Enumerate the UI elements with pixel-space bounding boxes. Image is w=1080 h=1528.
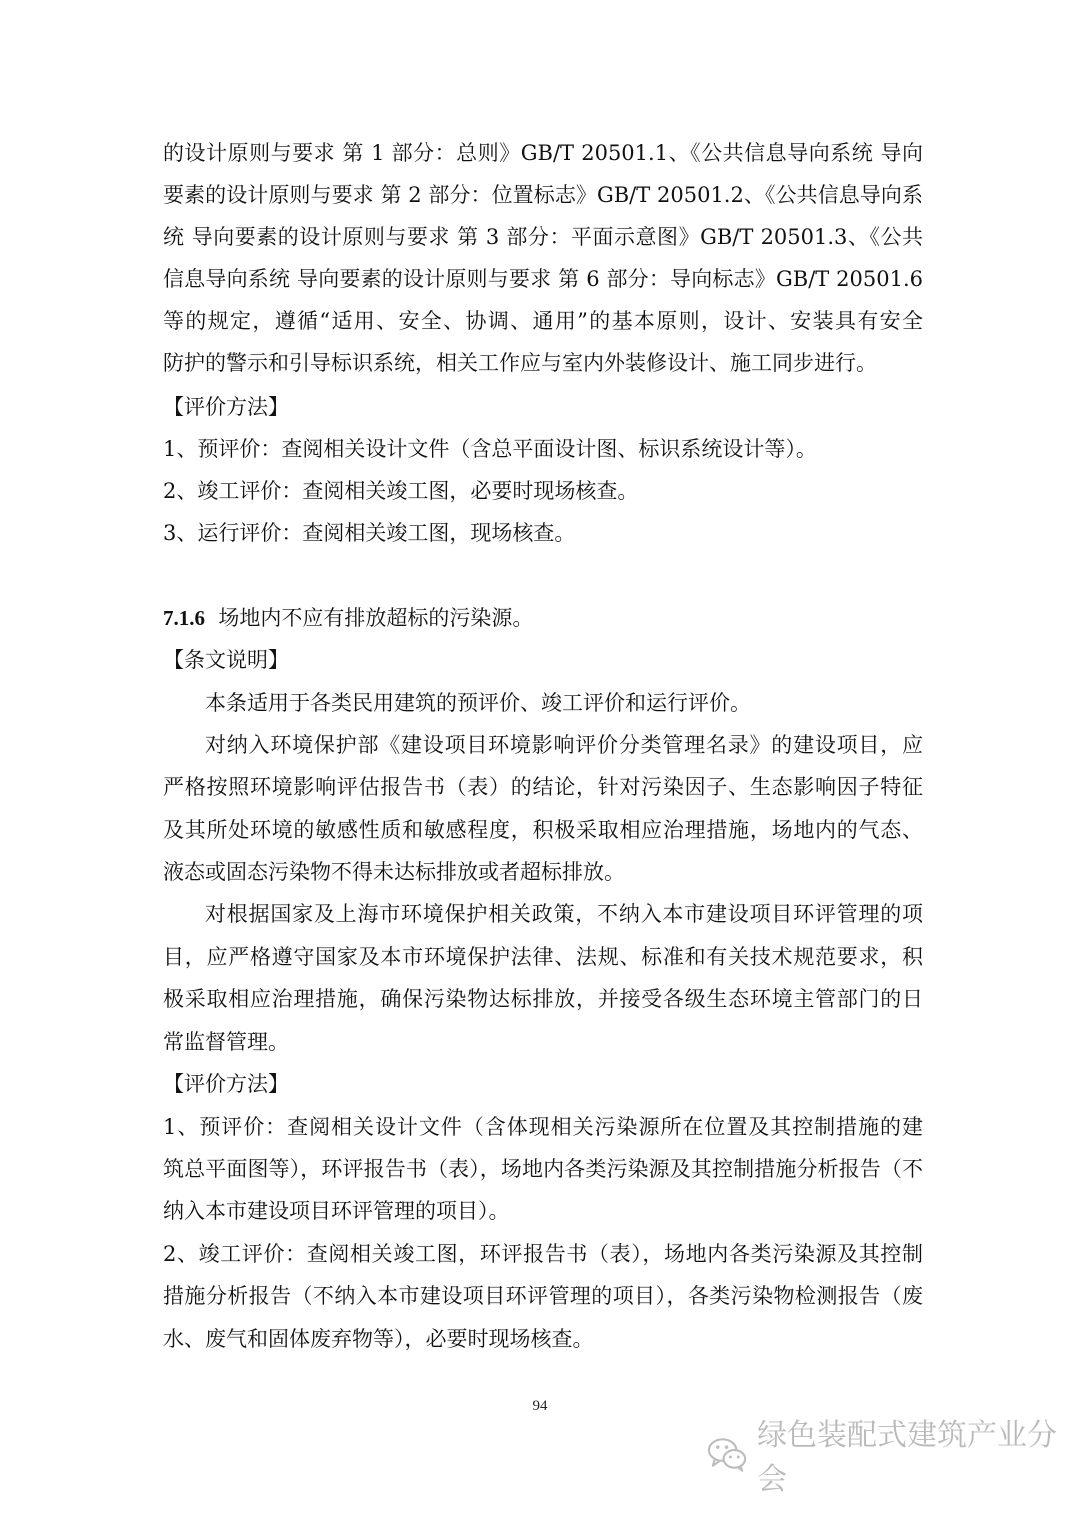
text-line: 对根据国家及上海市环境保护相关政策，不纳入本市建设项目环评管理的项 [205, 902, 923, 926]
text-line: 极采取相应治理措施，确保污染物达标排放，并接受各级生态环境主管部门的日 [163, 987, 923, 1011]
text-line: 水、废气和固体废弃物等），必要时现场核查。 [163, 1327, 594, 1351]
text-line: 本条适用于各类民用建筑的预评价、竣工评价和运行评价。 [205, 691, 751, 715]
text-line: 液态或固态污染物不得未达标排放或者超标排放。 [163, 860, 625, 884]
text-line: 信息导向系统 导向要素的设计原则与要求 第 6 部分：导向标志》GB/T 20501.6 [163, 267, 923, 291]
text-line: 严格按照环境影响评估报告书（表）的结论，针对污染因子、生态影响因子特征 [163, 775, 923, 799]
text-line: 1、预评价：查阅相关设计文件（含体现相关污染源所在位置及其控制措施的建 [163, 1115, 923, 1139]
text-line: 3、运行评价：查阅相关竣工图，现场核查。 [163, 521, 576, 545]
text-line: 筑总平面图等），环评报告书（表），场地内各类污染源及其控制措施分析报告（不 [163, 1157, 923, 1181]
section-heading: 【条文说明】 [163, 648, 289, 672]
text-line: 的设计原则与要求 第 1 部分：总则》GB/T 20501.1、《公共信息导向系统 导向 [163, 141, 923, 165]
text-line: 纳入本市建设项目环评管理的项目）。 [163, 1199, 510, 1223]
text-line: 2、竣工评价：查阅相关竣工图，必要时现场核查。 [163, 479, 639, 503]
section-heading: 【评价方法】 [163, 395, 289, 419]
text-line: 等的规定，遵循“适用、安全、协调、通用”的基本原则，设计、安装具有安全 [163, 309, 923, 333]
text-line: 常监督管理。 [163, 1030, 289, 1054]
text-line: 1、预评价：查阅相关设计文件（含总平面设计图、标识系统设计等）。 [163, 437, 817, 461]
watermark [706, 1418, 1080, 1497]
text-line: 2、竣工评价：查阅相关竣工图，环评报告书（表），场地内各类污染源及其控制 [163, 1242, 923, 1266]
clause-number: 7.1.6 [163, 606, 205, 630]
text-line: 对纳入环境保护部《建设项目环境影响评价分类管理名录》的建设项目，应 [205, 733, 923, 757]
text-line: 及其所处环境的敏感性质和敏感程度，积极采取相应治理措施，场地内的气态、 [163, 818, 923, 842]
clause-title: 场地内不应有排放超标的污染源。 [218, 606, 534, 630]
text-line: 统 导向要素的设计原则与要求 第 3 部分：平面示意图》GB/T 20501.3、《公共 [163, 225, 923, 249]
watermark-text: 绿色装配式建筑产业分会 [757, 1418, 1058, 1497]
section-heading: 【评价方法】 [163, 1072, 289, 1096]
clause-heading [163, 603, 923, 633]
text-line: 要素的设计原则与要求 第 2 部分：位置标志》GB/T 20501.2、《公共信息导向系 [163, 183, 923, 207]
text-line: 措施分析报告（不纳入本市建设项目环评管理的项目），各类污染物检测报告（废 [163, 1284, 923, 1308]
text-line: 防护的警示和引导标识系统，相关工作应与室内外装修设计、施工同步进行。 [163, 351, 877, 375]
page-number: 94 [532, 1398, 548, 1414]
text-line: 目，应严格遵守国家及本市环境保护法律、法规、标准和有关技术规范要求，积 [163, 945, 923, 969]
wechat-icon [706, 1434, 749, 1474]
